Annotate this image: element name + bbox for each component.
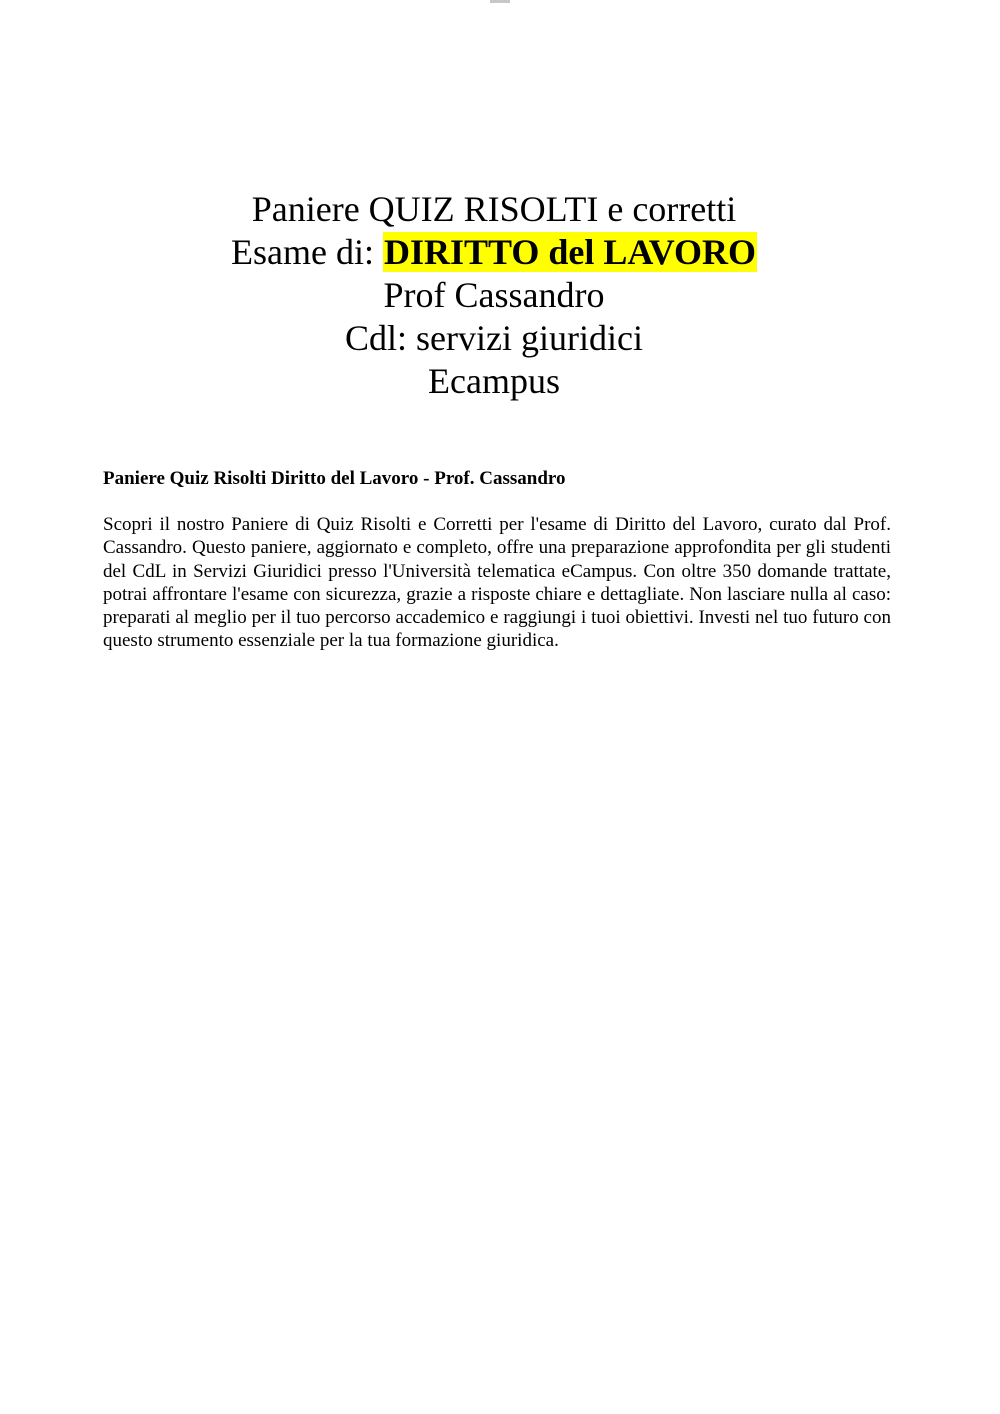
section-heading: Paniere Quiz Risolti Diritto del Lavoro - Prof. Cassandro	[103, 468, 566, 489]
title-university: Ecampus	[428, 361, 560, 401]
title-line-1: Paniere QUIZ RISOLTI e corretti	[251, 189, 737, 229]
title-exam-name-highlight: DIRITTO del LAVORO	[383, 232, 756, 272]
description-paragraph: Scopri il nostro Paniere di Quiz Risolti e Corretti per l'esame di Diritto del Lavoro, curato dal Prof. Cassandro. Questo paniere, aggiornato e completo, offre una preparazione approfondita per gli studenti del CdL in Servizi Giuridici presso l'Università telematica eCampus. Con oltre 350 domande trattate, potrai affrontare l'esame con sicurezza, grazie a risposte chiare e dettagliate. Non lasciare nulla al caso: preparati al meglio per il tuo percorso accademico e raggiungi i tuoi obiettivi. Investi nel tuo futuro con questo strumento essenziale per la tua formazione giuridica.	[103, 514, 891, 652]
document-title	[0, 188, 994, 403]
title-professor: Prof Cassandro	[383, 275, 605, 315]
title-exam-prefix: Esame di:	[230, 232, 383, 272]
title-course: Cdl: servizi giuridici	[345, 318, 643, 358]
header-mark	[490, 0, 510, 3]
title-line-2	[0, 231, 994, 274]
